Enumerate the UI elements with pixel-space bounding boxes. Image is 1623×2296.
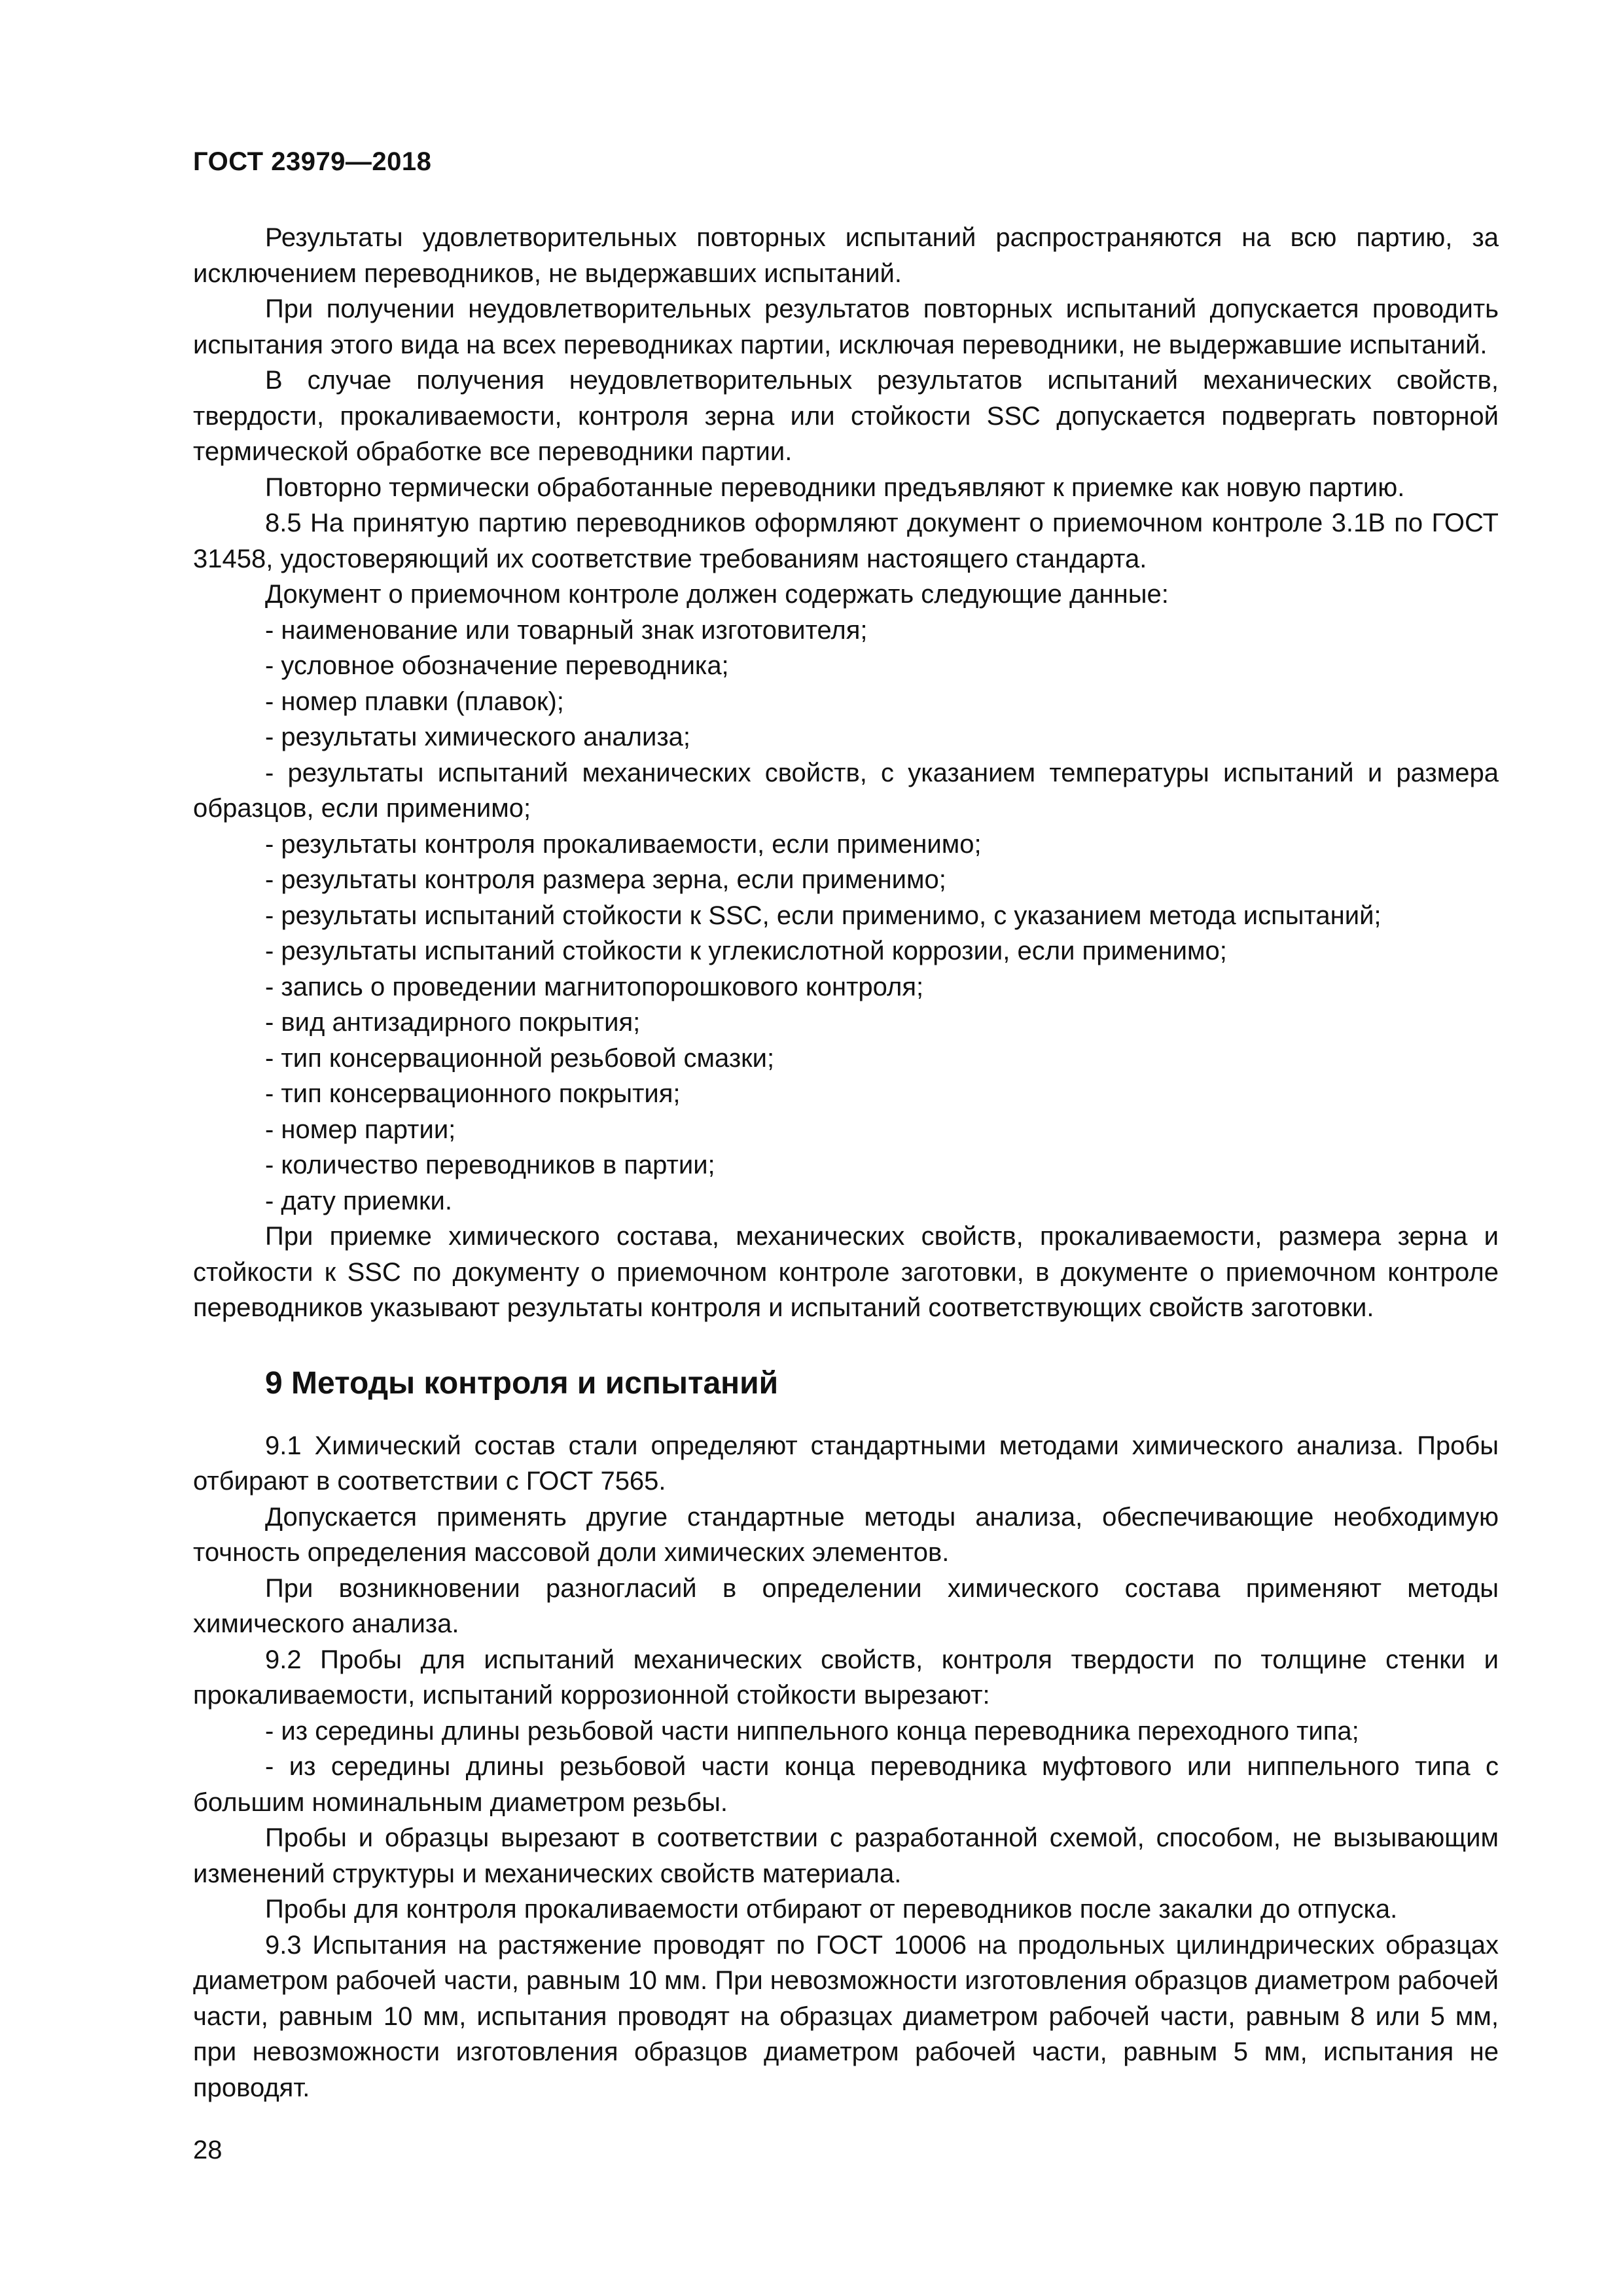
list-item: - количество переводников в партии; bbox=[265, 1151, 715, 1179]
list-item: - из середины длины резьбовой части конца переводника муфтового или ниппельного типа с большим номинальным диаметром резьбы. bbox=[193, 1752, 1499, 1817]
list-item: - из середины длины резьбовой части ниппельного конца переводника переходного типа; bbox=[265, 1716, 1359, 1746]
document-body bbox=[193, 220, 1499, 2106]
list-item: - наименование или товарный знак изготовителя; bbox=[265, 615, 868, 645]
document-header: ГОСТ 23979—2018 bbox=[193, 147, 432, 176]
list-item: - номер плавки (плавок); bbox=[265, 687, 564, 716]
paragraph: Документ о приемочном контроле должен содержать следующие данные: bbox=[265, 580, 1169, 609]
list-item: - результаты контроля размера зерна, если применимо; bbox=[265, 865, 946, 894]
list-item: - тип консервационной резьбовой смазки; bbox=[265, 1043, 775, 1073]
list-item: - запись о проведении магнитопорошкового контроля; bbox=[265, 972, 924, 1001]
list-item: - результаты химического анализа; bbox=[265, 723, 691, 751]
clause-8-5: 8.5 На принятую партию переводников оформляют документ о приемочном контроле 3.1В по ГОСТ 31458, удостоверяющий их соответствие требованиям настоящего стандарта. bbox=[193, 509, 1499, 573]
paragraph: Пробы и образцы вырезают в соответствии с разработанной схемой, способом, не вызывающим изменений структуры и механических свойств материала. bbox=[193, 1823, 1499, 1888]
clause-9-2: 9.2 Пробы для испытаний механических свойств, контроля твердости по толщине стенки и прокаливаемости, испытаний коррозионной стойкости вырезают: bbox=[193, 1645, 1499, 1710]
list-item: - условное обозначение переводника; bbox=[265, 651, 729, 680]
paragraph: При возникновении разногласий в определении химического состава применяют методы химического анализа. bbox=[193, 1573, 1499, 1638]
paragraph: Допускается применять другие стандартные методы анализа, обеспечивающие необходимую точность определения массовой доли химических элементов. bbox=[193, 1502, 1499, 1567]
page-number: 28 bbox=[193, 2136, 223, 2164]
paragraph: При получении неудовлетворительных результатов повторных испытаний допускается проводить испытания этого вида на всех переводниках партии, исключая переводники, не выдержавшие испытаний. bbox=[193, 295, 1499, 359]
paragraph: Результаты удовлетворительных повторных испытаний распространяются на всю партию, за исключением переводников, не выдержавших испытаний. bbox=[193, 223, 1499, 288]
list-item: - номер партии; bbox=[265, 1115, 456, 1144]
clause-9-3: 9.3 Испытания на растяжение проводят по ГОСТ 10006 на продольных цилиндрических образцах диаметром рабочей части, равным 10 мм. При невозможности изготовления образцов диаметром рабочей части, равным 10 мм, испытания проводят на образцах диаметром рабочей части, равным 8 или 5 мм, при невозможности изготовления образцов диаметром рабочей части, равным 5 мм, испытания не проводят. bbox=[193, 1930, 1499, 2102]
list-item: - результаты испытаний стойкости к углекислотной коррозии, если применимо; bbox=[265, 937, 1227, 965]
paragraph: Повторно термически обработанные переводники предъявляют к приемке как новую партию. bbox=[265, 473, 1405, 502]
list-item: - вид антизадирного покрытия; bbox=[265, 1008, 641, 1037]
paragraph: При приемке химического состава, механических свойств, прокаливаемости, размера зерна и стойкости к SSC по документу о приемочном контроле заготовки, в документе о приемочном контроле переводников указывают результаты контроля и испытаний соответствующих свойств заготовки. bbox=[193, 1222, 1499, 1322]
list-item: - тип консервационного покрытия; bbox=[265, 1079, 681, 1108]
clause-9-1: 9.1 Химический состав стали определяют стандартными методами химического анализа. Пробы отбирают в соответствии с ГОСТ 7565. bbox=[193, 1431, 1499, 1496]
section-title: 9 Методы контроля и испытаний bbox=[265, 1365, 779, 1401]
list-item: - результаты испытаний механических свойств, с указанием температуры испытаний и размера образцов, если применимо; bbox=[193, 758, 1499, 823]
paragraph: В случае получения неудовлетворительных результатов испытаний механических свойств, твердости, прокаливаемости, контроля зерна или стойкости SSC допускается подвергать повторной термической обработке все переводники партии. bbox=[193, 366, 1499, 466]
list-item: - результаты испытаний стойкости к SSC, если применимо, с указанием метода испытаний; bbox=[265, 901, 1382, 930]
list-item: - дату приемки. bbox=[265, 1186, 452, 1215]
paragraph: Пробы для контроля прокаливаемости отбирают от переводников после закалки до отпуска. bbox=[265, 1895, 1398, 1924]
list-item: - результаты контроля прокаливаемости, если применимо; bbox=[265, 829, 982, 859]
